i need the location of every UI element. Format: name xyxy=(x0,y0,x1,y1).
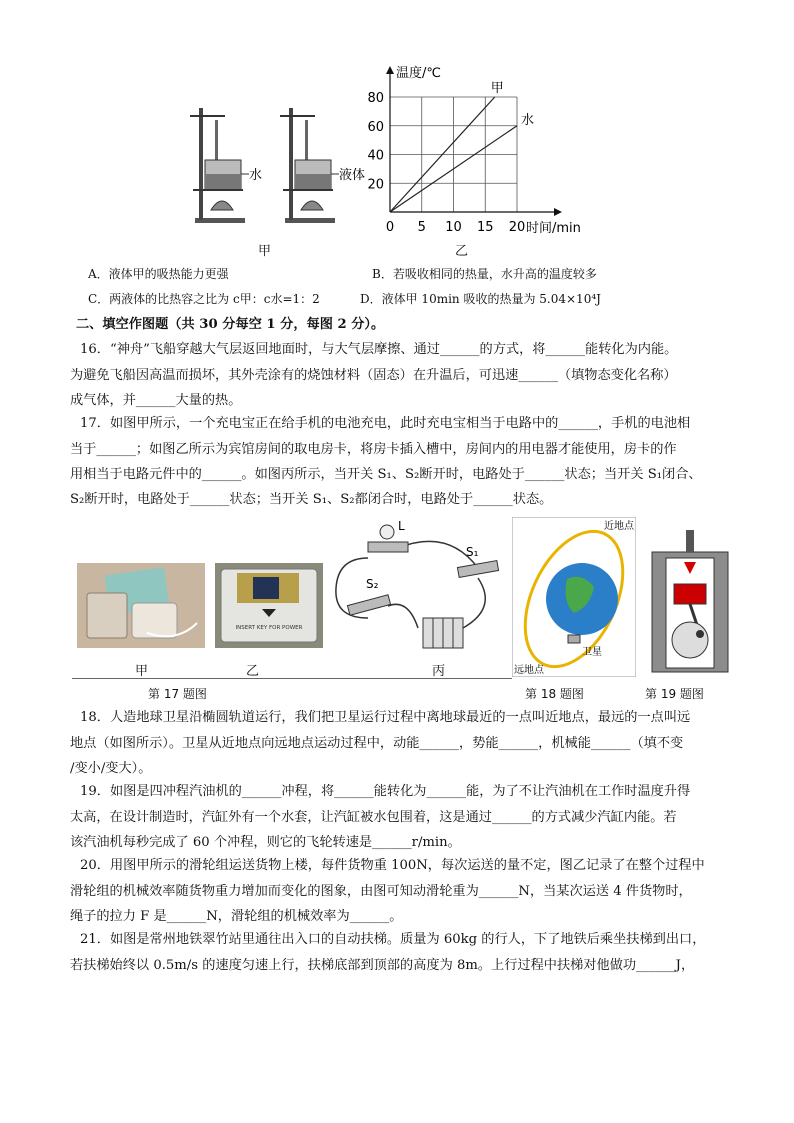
q16-line-1: 16．“神舟”飞船穿越大气层返回地面时，与大气层摩擦、通过______的方式，将______能转化为内能。 xyxy=(80,342,678,357)
x-tick-label: 15 xyxy=(476,220,494,235)
engine-cylinder-figure xyxy=(644,522,736,674)
figure-yi-label: 乙 xyxy=(455,244,469,259)
y-tick-label: 20 xyxy=(367,177,384,193)
q18-line-1: 18．人造地球卫星沿椭圆轨道运行，我们把卫星运行过程中离地球最近的一点叫近地点，最远的一点叫远 xyxy=(80,710,691,725)
q16-line-2: 为避免飞船因高温而损坏，其外壳涂有的烧蚀材料（固态）在升温后，可迅速______（填物态变化名称） xyxy=(70,368,677,383)
x-tick-label: 0 xyxy=(385,220,395,235)
q19-line-3: 该汽油机每秒完成了 60 个冲程，则它的飞轮转速是______r/min。 xyxy=(70,835,461,850)
water-label: 水 xyxy=(249,168,263,183)
circuit-diagram xyxy=(328,518,508,653)
fig18-caption: 第 18 题图 xyxy=(525,687,584,701)
y-tick-label: 60 xyxy=(367,119,384,135)
q15-option-d: D．液体甲 10min 吸收的热量为 5.04×10⁴J xyxy=(360,292,601,306)
q15-option-c: C．两液体的比热容之比为 c甲：c水=1：2 xyxy=(88,292,320,306)
section2-title: 二、填空作图题（共 30 分每空 1 分，每图 2 分）。 xyxy=(76,317,385,332)
fig19-caption: 第 19 题图 xyxy=(645,687,704,701)
liquid-label: 液体 xyxy=(339,168,366,183)
satellite-orbit-figure xyxy=(512,517,636,677)
q20-line-2: 滑轮组的机械效率随货物重力增加而变化的图象，由图可知动滑轮重为______N，当某次运送 4 件货物时， xyxy=(70,884,692,899)
lamp-label: L xyxy=(398,519,405,533)
q17-line-4: S₂断开时，电路处于______状态；当开关 S₁、S₂都闭合时，电路处于______状态。 xyxy=(70,492,553,507)
q21-line-1: 21．如图是常州地铁翠竹站里通往出入口的自动扶梯。质量为 60kg 的行人，下了地铁后乘坐扶梯到出口， xyxy=(80,932,706,947)
chart-xlabel: 时间/min xyxy=(526,221,581,236)
x-tick-label: 5 xyxy=(417,220,426,235)
q19-line-1: 19．如图是四冲程汽油机的______冲程，将______能转化为______能，为了不让汽油机在工作时温度升得 xyxy=(80,784,691,799)
figure-row-divider xyxy=(72,678,512,679)
q15-option-b: B．若吸收相同的热量，水升高的温度较多 xyxy=(372,267,597,281)
q17-line-1: 17．如图甲所示，一个充电宝正在给手机的电池充电，此时充电宝相当于电路中的______，手机的电池相 xyxy=(80,416,691,431)
apogee-label: 远地点 xyxy=(514,665,544,676)
x-tick-label: 10 xyxy=(445,220,462,235)
room-card-photo xyxy=(215,563,323,648)
q19-line-2: 太高，在设计制造时，汽缸外有一个水套，让汽缸被水包围着，这是通过______的方式减少汽缸内能。若 xyxy=(70,810,677,825)
series-label: 水 xyxy=(521,112,535,128)
perigee-label: 近地点 xyxy=(604,521,634,532)
card-insert-text: INSERT KEY FOR POWER xyxy=(235,625,303,631)
x-axis-arrow xyxy=(554,208,562,216)
q20-line-3: 绳子的拉力 F 是______N，滑轮组的机械效率为______。 xyxy=(70,909,403,924)
y-axis-arrow xyxy=(386,66,394,74)
temperature-time-chart xyxy=(360,60,600,245)
y-tick-label: 40 xyxy=(367,148,384,164)
power-bank-photo xyxy=(77,563,205,648)
fig17-bing-label: 丙 xyxy=(432,664,446,679)
switch2-label: S₂ xyxy=(366,577,379,591)
q17-line-2: 当于______；如图乙所示为宾馆房间的取电房卡，将房卡插入槽中，房间内的用电器才能使用，房卡的作 xyxy=(70,442,677,457)
q18-line-2: 地点（如图所示）。卫星从近地点向远地点运动过程中，动能______，势能______，机械能______（填不变 xyxy=(70,736,684,751)
chart-ylabel: 温度/℃ xyxy=(396,66,441,81)
q17-line-3: 用相当于电路元件中的______。如图丙所示，当开关 S₁、S₂断开时，电路处于______状态；当开关 S₁闭合、 xyxy=(70,467,702,482)
switch1-label: S₁ xyxy=(466,545,479,559)
fig17-jia-label: 甲 xyxy=(135,664,149,679)
q20-line-1: 20．用图甲所示的滑轮组运送货物上楼，每件货物重 100N，每次运送的量不定，图乙记录了在整个过程中 xyxy=(80,858,705,873)
satellite-label: 卫星 xyxy=(582,647,602,658)
q18-line-3: /变小/变大）。 xyxy=(70,761,152,776)
fig17-caption: 第 17 题图 xyxy=(148,687,207,701)
q21-line-2: 若扶梯始终以 0.5m/s 的速度匀速上行，扶梯底部到顶部的高度为 8m。上行过程中扶梯对他做功______J， xyxy=(70,958,695,973)
series-label: 甲 xyxy=(490,81,504,96)
q16-line-3: 成气体，并______大量的热。 xyxy=(70,393,242,408)
fig17-yi-label: 乙 xyxy=(246,664,260,679)
beaker-apparatus-figure xyxy=(185,100,375,225)
x-tick-label: 20 xyxy=(508,220,526,235)
y-tick-label: 80 xyxy=(367,91,384,106)
q15-option-a: A．液体甲的吸热能力更强 xyxy=(88,267,229,281)
figure-jia-label: 甲 xyxy=(258,244,272,259)
